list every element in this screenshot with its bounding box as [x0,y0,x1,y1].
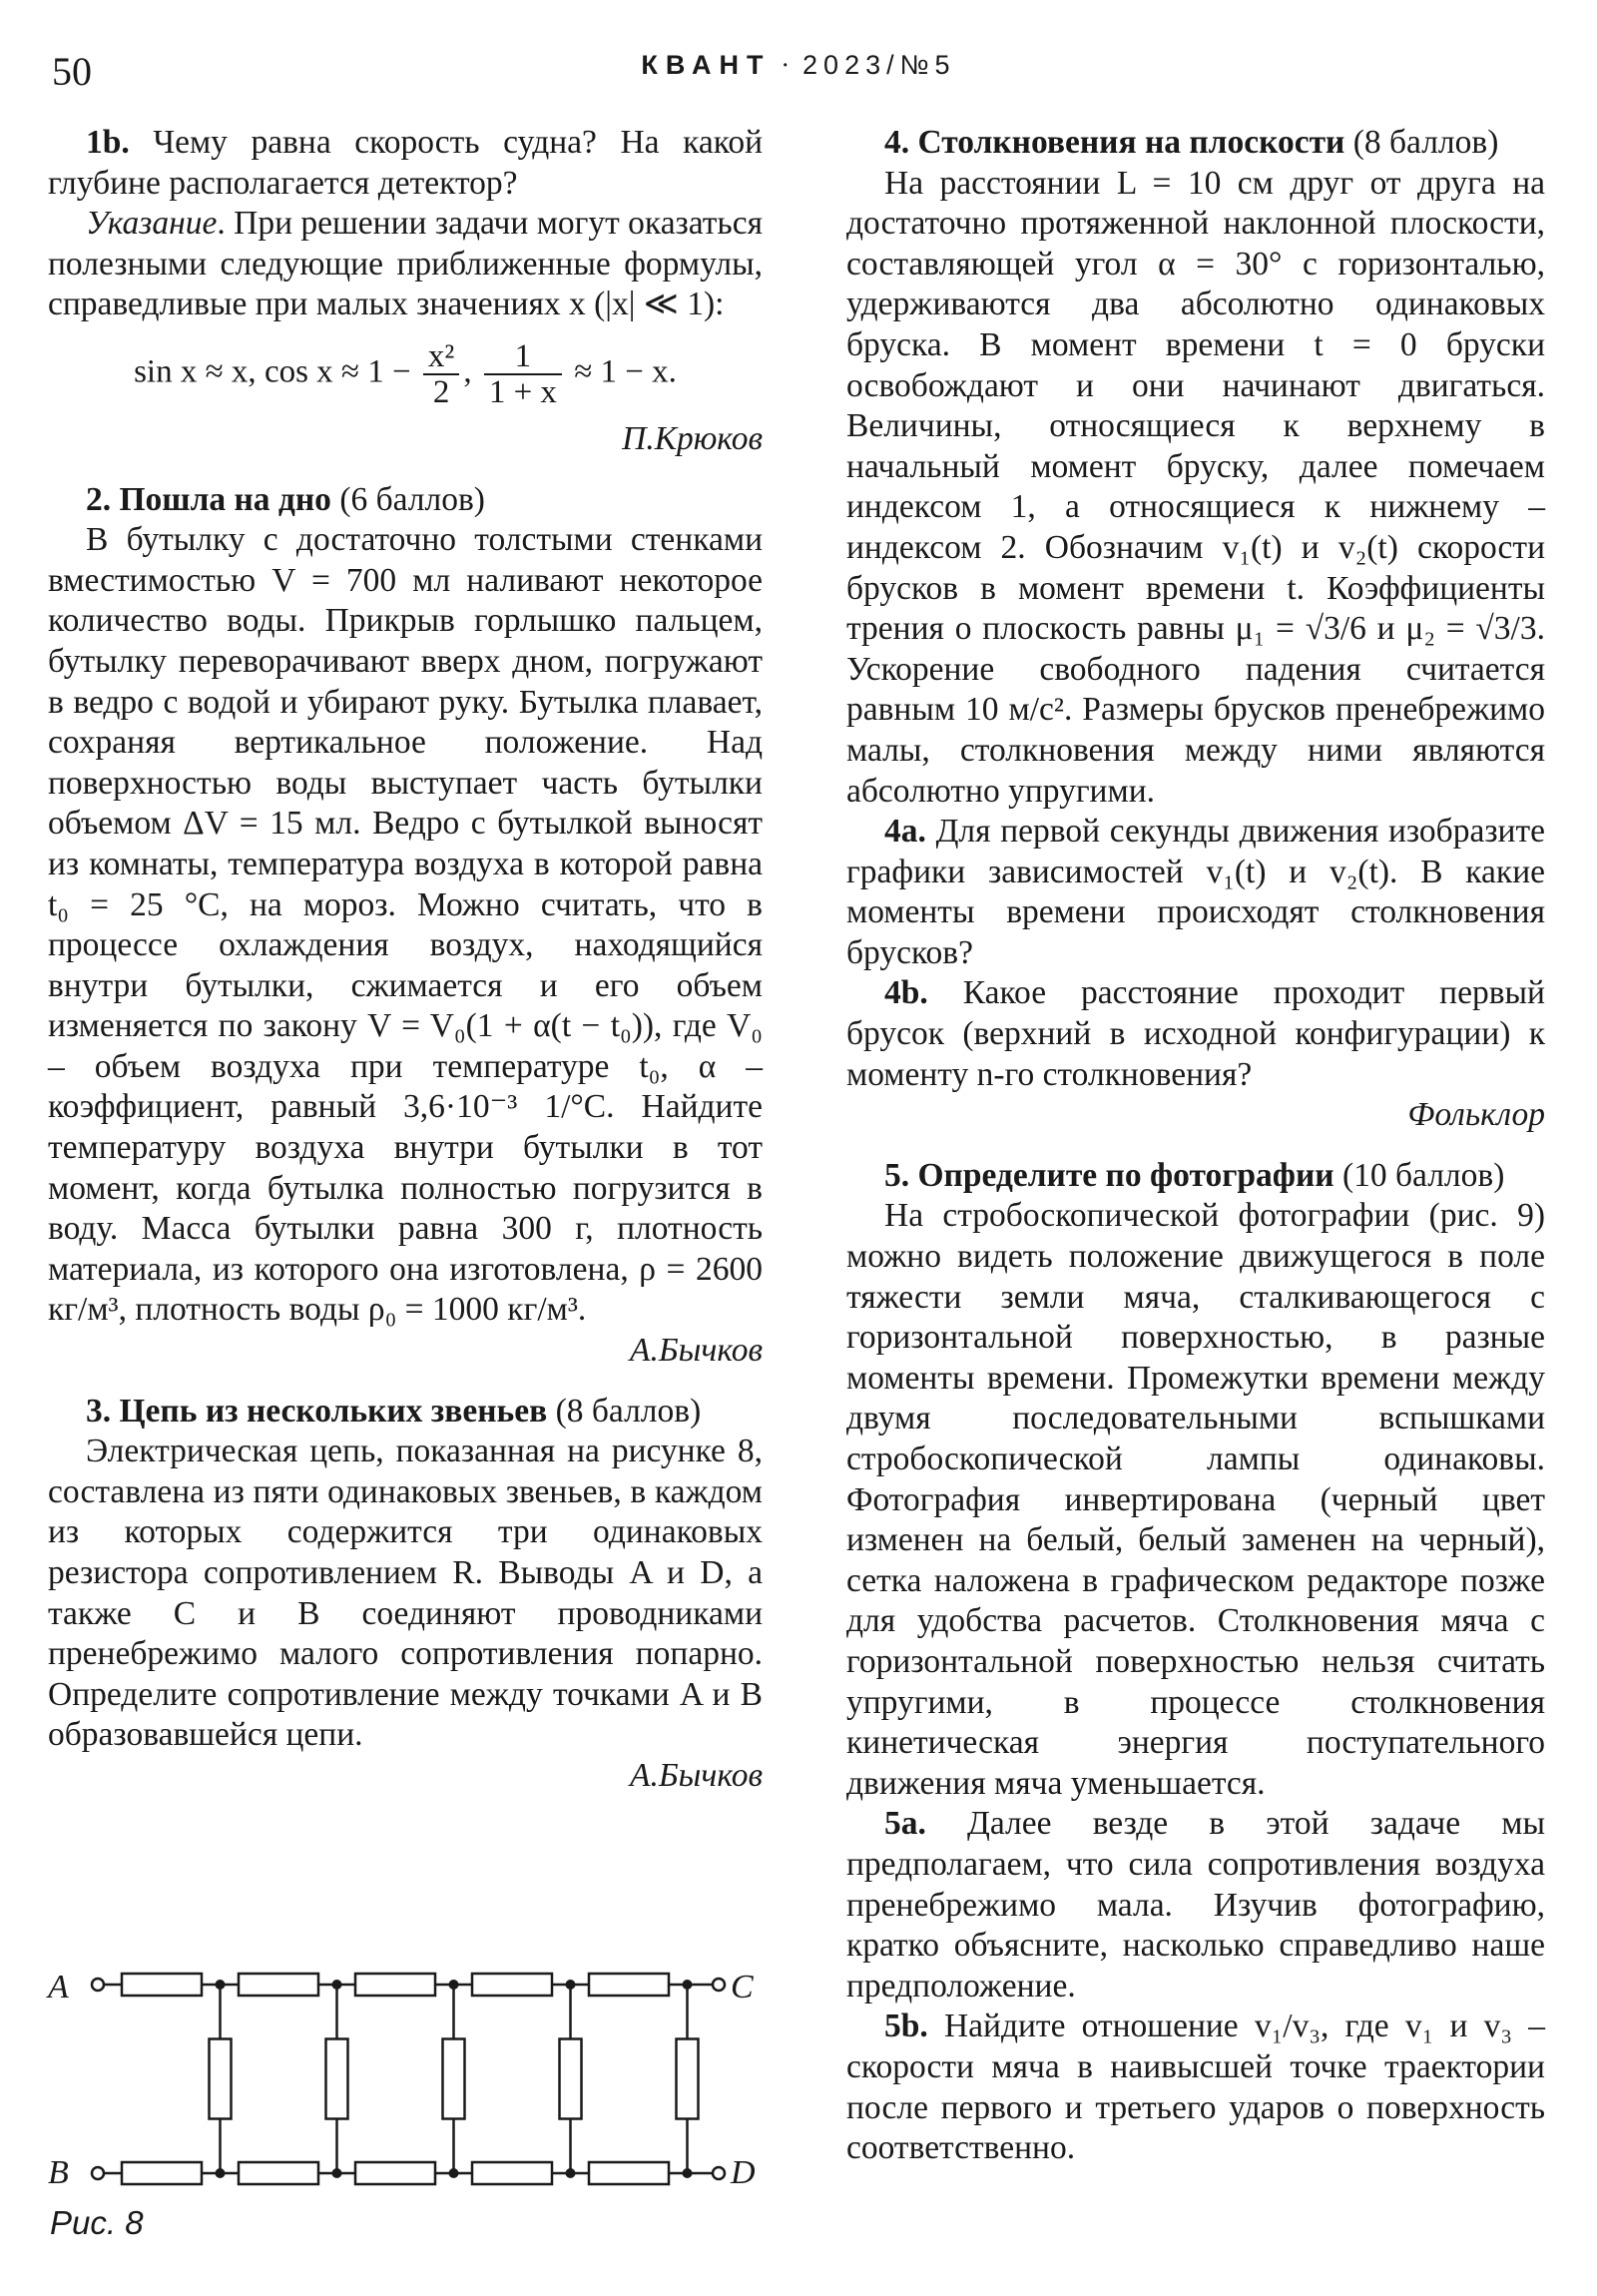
task-number: 5. [884,1156,910,1194]
task-title: Цепь из нескольких звеньев [119,1392,548,1430]
fraction-1-over-1px [484,339,562,409]
formula-rhs: ≈ 1 − x. [574,353,677,390]
journal-title: КВАНТ [641,50,772,80]
item-number: 5a. [884,1805,926,1843]
junction-dot [332,2168,342,2178]
resistor-top [589,1974,669,1996]
right-column [846,123,1545,2169]
task-number: 3. [86,1392,112,1430]
header-separator: · [781,50,794,80]
author-bychkov-2: А.Бычков [630,1756,763,1794]
resistor-bottom [239,2162,318,2184]
formula-comma: , [463,353,472,390]
formula-sin: sin x ≈ x, [134,353,257,390]
resistor-vertical [210,2039,232,2119]
task-4-heading [846,123,1545,164]
approximation-formula [48,339,763,409]
task-title: Пошла на дно [119,480,331,518]
author-folklore: Фольклор [1407,1096,1545,1134]
item-number: 1b. [86,124,130,161]
item-number: 4a. [884,813,926,851]
resistor-vertical [560,2039,582,2119]
task-5-heading [846,1156,1545,1197]
paragraph-1b [48,123,763,204]
item-text: Чему равна скорость судна? На какой глубине располагается детектор? [48,124,763,202]
terminal-c-node [713,1979,725,1991]
author-krukov: П.Крюков [622,419,763,457]
author-bychkov-1: А.Бычков [630,1332,763,1370]
hint-label: Указание [86,205,218,243]
task-title: Столкновения на плоскости [917,124,1345,161]
resistor-bottom [122,2162,202,2184]
resistor-top [355,1974,435,1996]
issue-number: 2023/№5 [802,50,956,80]
task-2-heading [48,480,763,521]
running-head [0,50,1597,81]
junction-dot [216,2168,226,2178]
task-4-text: На расстоянии L = 10 см друг от друга на достаточно протяженной наклонной плоскости, составляющей угол α = 30° с горизонталью, удерживаются два абсолютно одинаковых бруска. В момент времени t = 0 бруски освобождают и они начинают двигаться. Величины, относящиеся к верхнему в начальный момент бруску, далее помечаем индексом 1, а относящиеся к нижнему – индексом 2. Обозначим v₁(t) и v₂(t) скорости брусков в момент времени t. Коэффициенты трения о плоскость равны μ₁ = √3/6 и μ₂ = √3/3. Ускорение свободного падения считается равным 10 м/с². Размеры брусков пренебрежимо малы, столкновения между ними являются абсолютно упругими. [846,164,1545,810]
figure-caption: Рис. 8 [50,2204,144,2241]
task-points: (6 баллов) [330,480,485,518]
terminal-d-label: D [731,2154,756,2191]
page-number: 50 [52,49,92,94]
left-column [48,123,763,1803]
item-number: 4b. [884,974,928,1012]
junction-dot [449,2168,459,2178]
junction-dot [566,2168,576,2178]
terminal-a-label: A [48,1969,69,2006]
task-5-text: На стробоскопической фотографии (рис. 9) можно видеть положение движущегося в поле тяжести земли мяча, сталкивающегося с горизонтальной поверхностью, в разные моменты времени. Промежутки времени между двумя последовательными вспышками стробоскопической лампы одинаковы. Фотография инвертирована (черный цвет изменен на белый, белый заменен на черный), сетка наложена в графическом редакторе позже для удобства расчетов. Столкновения мяча с горизонтальной поверхностью нельзя считать упругими, в процессе столкновения кинетическая энергия поступательного движения мяча уменьшается. [846,1197,1545,1802]
junction-dot [449,1980,459,1990]
resistor-vertical [326,2039,348,2119]
task-points: (8 баллов) [547,1392,702,1430]
task-number: 2. [86,480,112,518]
task-3-text: Электрическая цепь, показанная на рисунке 8, составлена из пяти одинаковых звеньев, в каждом из которых содержится три одинаковых резистора сопротивлением R. Выводы A и D, а также C и B соединяют проводниками пренебрежимо малого сопротивления попарно. Определите сопротивление между точками A и B образовавшейся цепи. [48,1433,763,1754]
resistor-top [239,1974,318,1996]
terminal-b-node [92,2167,104,2179]
resistor-vertical [677,2039,699,2119]
terminal-c-label: C [731,1969,754,2006]
resistor-bottom [472,2162,552,2184]
fraction-denominator: 2 [432,373,450,410]
resistor-bottom [355,2162,435,2184]
item-text: Найдите отношение v₁/v₃, где v₁ и v₃ – скорости мяча в наивысшей точке траектории после первого и третьего ударов о поверхность соответственно. [846,2008,1545,2167]
fraction-numerator: x² [423,339,459,375]
junction-dot [332,1980,342,1990]
hint-text: . При решении задачи могут оказаться полезными следующие приближенные формулы, справедливые при малых значениях x (|x| ≪ 1): [48,205,763,323]
hint-paragraph [48,204,763,325]
resistor-bottom [589,2162,669,2184]
formula-cos: cos x ≈ 1 − [264,353,411,390]
circuit-diagram [40,1962,779,2211]
junction-dot [683,1980,693,1990]
circuit-figure [40,1962,779,2251]
junction-dot [216,1980,226,1990]
item-text: Для первой секунды движения изобразите графики зависимостей v₁(t) и v₂(t). В какие моменты времени происходят столкновения брусков? [846,813,1545,971]
item-text: Какое расстояние проходит первый брусок (верхний в исходной конфигурации) к моменту n-го столкновения? [846,974,1545,1093]
task-number: 4. [884,124,910,161]
resistor-top [472,1974,552,1996]
paragraph-5a [846,1804,1545,2007]
junction-dot [566,1980,576,1990]
terminal-d-node [713,2167,725,2179]
paragraph-5b [846,2007,1545,2168]
task-title: Определите по фотографии [917,1156,1334,1194]
fraction-numerator: 1 [484,339,562,375]
task-3-heading [48,1392,763,1433]
paragraph-4a [846,812,1545,973]
circuit-body [92,1974,725,2184]
item-text: Далее везде в этой задаче мы предполагаем, что сила сопротивления воздуха пренебрежимо мала. Изучив фотографию, кратко объясните, насколько справедливо наше предположение. [846,1805,1545,2005]
fraction-denominator: 1 + x [488,373,557,410]
fraction-x2-over-2 [423,339,459,409]
terminal-b-label: B [48,2154,69,2191]
task-2-text: В бутылку с достаточно толстыми стенками вместимостью V = 700 мл наливают некоторое количество воды. Прикрыв горлышко пальцем, бутылку переворачивают вверх дном, погружают в ведро с водой и убирают руку. Бутылка плавает, сохраняя вертикальное положение. Над поверхностью воды выступает часть бутылки объемом ΔV = 15 мл. Ведро с бутылкой выносят из комнаты, температура воздуха в которой равна t₀ = 25 °С, на мороз. Можно считать, что в процессе охлаждения воздух, находящийся внутри бутылки, сжимается и его объем изменяется по закону V = V₀(1 + α(t − t₀)), где V₀ – объем воздуха при температуре t₀, α – коэффициент, равный 3,6·10⁻³ 1/°С. Найдите температуру воздуха внутри бутылки в тот момент, когда бутылка полностью погрузится в воду. Масса бутылки равна 300 г, плотность материала, из которого она изготовлена, ρ = 2600 кг/м³, плотность воды ρ₀ = 1000 кг/м³. [48,521,763,1329]
resistor-vertical [443,2039,465,2119]
task-points: (8 баллов) [1344,124,1499,161]
junction-dot [683,2168,693,2178]
item-number: 5b. [884,2008,928,2045]
terminal-a-node [92,1979,104,1991]
resistor-top [122,1974,202,1996]
paragraph-4b [846,973,1545,1095]
task-points: (10 баллов) [1333,1156,1505,1194]
